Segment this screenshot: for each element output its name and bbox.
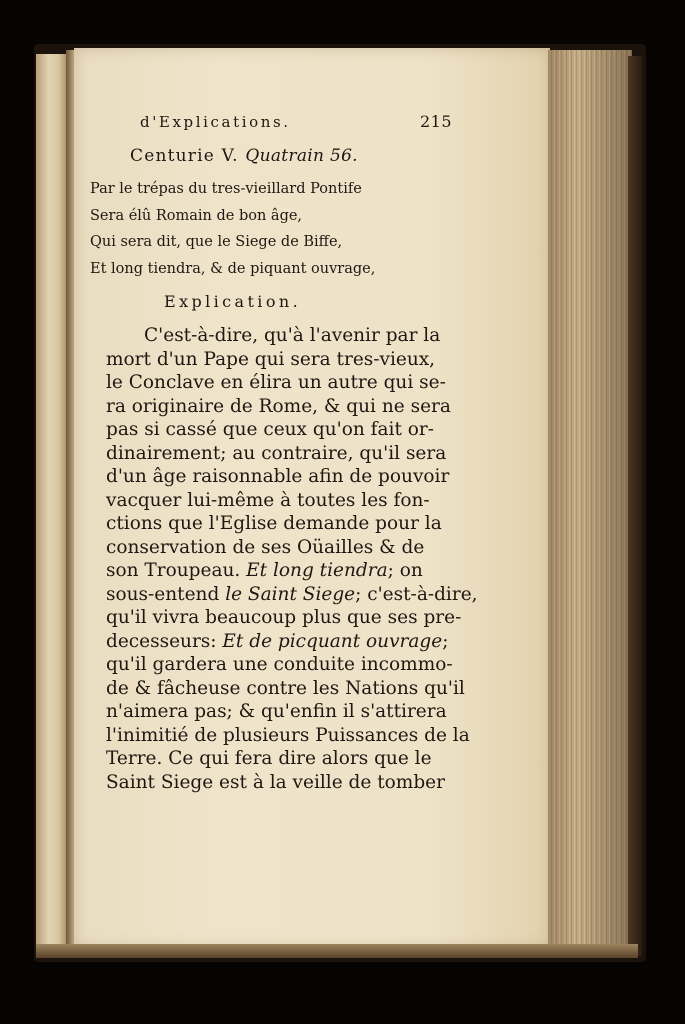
body-line: son Troupeau. Et long tiendra; on	[106, 560, 423, 581]
body-line: vacquer lui-même à toutes les fon-	[106, 489, 430, 511]
left-page-edge	[36, 54, 68, 946]
body-line: Terre. Ce qui fera dire alors que le	[106, 748, 432, 769]
body-line: conservation de ses Oüailles & de	[106, 536, 425, 558]
verse-line: Et long tiendra, & de piquant ouvrage,	[90, 260, 376, 277]
body-line: ra originaire de Rome, & qui ne sera	[106, 395, 451, 417]
body-line: decesseurs: Et de picquant ouvrage;	[106, 630, 449, 652]
body-line: qu'il gardera une conduite incommo-	[106, 654, 453, 675]
running-head-title: d'Explications.	[140, 113, 291, 131]
body-line: l'inimitié de plusieurs Puissances de la	[106, 724, 470, 746]
body-line: de & fâcheuse contre les Nations qu'il	[106, 677, 465, 699]
body-line: pas si cassé que ceux qu'on fait or-	[106, 419, 434, 440]
page-edges	[548, 50, 632, 952]
body-line: ctions que l'Eglise demande pour la	[106, 513, 442, 534]
body-line: Saint Siege est à la veille de tomber	[106, 771, 445, 793]
body-line: sous-entend le Saint Siege; c'est-à-dire,	[106, 583, 478, 605]
cover-edge	[628, 56, 642, 956]
verse-line: Qui sera dit, que le Siege de Biffe,	[90, 234, 343, 250]
bottom-edge	[36, 944, 638, 958]
centurie-heading	[130, 146, 452, 176]
body-line: dinairement; au contraire, qu'il sera	[106, 442, 447, 464]
body-line: mort d'un Pape qui sera tres-vieux,	[106, 348, 436, 370]
body-line: d'un âge raisonnable afin de pouvoir	[106, 466, 450, 487]
verse-line: Par le trépas du tres-vieillard Pontife	[90, 181, 362, 197]
explication-heading: Explication.	[164, 292, 302, 311]
body-line: qu'il vivra beaucoup plus que ses pre-	[106, 607, 462, 628]
running-head	[140, 112, 452, 146]
body-line: le Conclave en élira un autre qui se-	[106, 372, 446, 393]
page-number: 215	[419, 112, 452, 131]
quatrain-label: Quatrain 56.	[245, 146, 358, 166]
verse	[90, 176, 452, 282]
centurie-label: Centurie V.	[130, 146, 239, 166]
verse-line: Sera élû Romain de bon âge,	[90, 207, 303, 224]
page-text	[90, 112, 478, 794]
body-line: n'aimera pas; & qu'enfin il s'attirera	[106, 701, 447, 722]
body-line: C'est-à-dire, qu'à l'avenir par la	[144, 325, 441, 346]
explication-body	[106, 324, 478, 794]
